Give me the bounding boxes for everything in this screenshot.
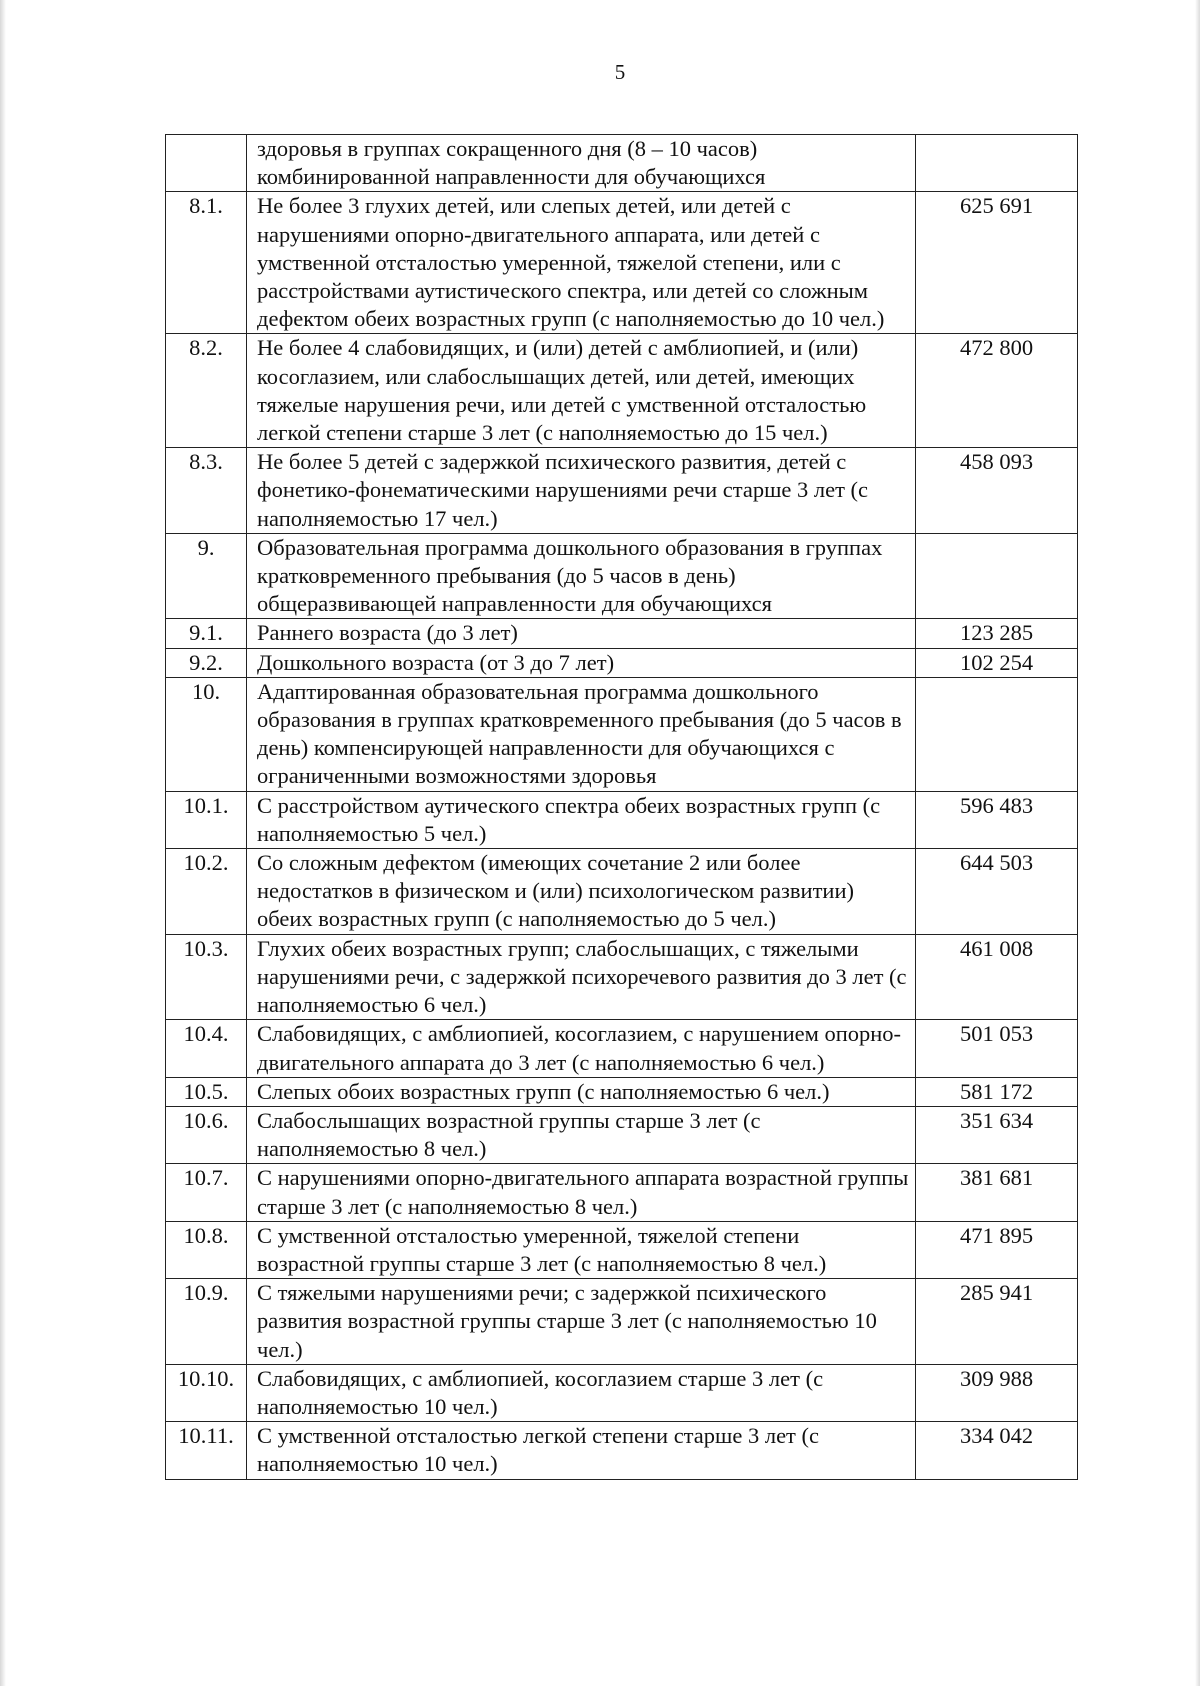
row-value: 471 895 xyxy=(916,1221,1078,1278)
row-description: Образовательная программа дошкольного образования в группах кратковременного пребывания (до 5 часов в день) общеразвивающей направленности для обучающихся xyxy=(247,533,916,619)
row-value: 458 093 xyxy=(916,448,1078,534)
row-value xyxy=(916,677,1078,791)
table-row xyxy=(166,677,1078,791)
row-value xyxy=(916,135,1078,192)
table-row xyxy=(166,1422,1078,1479)
table-row xyxy=(166,849,1078,935)
row-value: 461 008 xyxy=(916,934,1078,1020)
row-value: 102 254 xyxy=(916,648,1078,677)
row-description: Адаптированная образовательная программа дошкольного образования в группах кратковременного пребывания (до 5 часов в день) компенсирующей направленности для обучающихся с ограниченными возможностями здоровья xyxy=(247,677,916,791)
row-value: 596 483 xyxy=(916,791,1078,848)
row-number: 10.4. xyxy=(166,1020,247,1077)
row-value: 381 681 xyxy=(916,1164,1078,1221)
row-value: 644 503 xyxy=(916,849,1078,935)
table-row xyxy=(166,1106,1078,1163)
row-number: 8.1. xyxy=(166,192,247,334)
row-value: 309 988 xyxy=(916,1364,1078,1421)
row-description: С расстройством аутического спектра обеих возрастных групп (с наполняемостью 5 чел.) xyxy=(247,791,916,848)
row-number: 10.5. xyxy=(166,1077,247,1106)
row-number: 10.9. xyxy=(166,1279,247,1365)
row-number: 8.3. xyxy=(166,448,247,534)
row-description: Не более 5 детей с задержкой психического развития, детей с фонетико-фонематическими нарушениями речи старше 3 лет (с наполняемостью 17 чел.) xyxy=(247,448,916,534)
table-row xyxy=(166,1077,1078,1106)
table-row xyxy=(166,533,1078,619)
row-description: Раннего возраста (до 3 лет) xyxy=(247,619,916,648)
row-description: Слабовидящих, с амблиопией, косоглазием старше 3 лет (с наполняемостью 10 чел.) xyxy=(247,1364,916,1421)
row-description: С тяжелыми нарушениями речи; с задержкой психического развития возрастной группы старше 3 лет (с наполняемостью 10 чел.) xyxy=(247,1279,916,1365)
row-value: 501 053 xyxy=(916,1020,1078,1077)
table-row xyxy=(166,192,1078,334)
scan-right-edge xyxy=(1195,0,1200,1686)
row-number: 10.6. xyxy=(166,1106,247,1163)
row-number: 9.1. xyxy=(166,619,247,648)
table-row xyxy=(166,1020,1078,1077)
row-number: 9. xyxy=(166,533,247,619)
row-description: Слабовидящих, с амблиопией, косоглазием, с нарушением опорно-двигательного аппарата до 3 лет (с наполняемостью 6 чел.) xyxy=(247,1020,916,1077)
row-description: Со сложным дефектом (имеющих сочетание 2 или более недостатков в физическом и (или) психологическом развитии) обеих возрастных групп (с наполняемостью до 5 чел.) xyxy=(247,849,916,935)
table-row xyxy=(166,1364,1078,1421)
table-row xyxy=(166,448,1078,534)
row-number: 8.2. xyxy=(166,334,247,448)
row-number: 10.1. xyxy=(166,791,247,848)
table-row xyxy=(166,1279,1078,1365)
row-value: 472 800 xyxy=(916,334,1078,448)
row-value: 581 172 xyxy=(916,1077,1078,1106)
table-row xyxy=(166,135,1078,192)
row-number: 10.3. xyxy=(166,934,247,1020)
row-value: 123 285 xyxy=(916,619,1078,648)
row-value: 334 042 xyxy=(916,1422,1078,1479)
row-description: Не более 3 глухих детей, или слепых детей, или детей с нарушениями опорно-двигательного аппарата, или детей с умственной отсталостью умеренной, тяжелой степени, или с расстройствами аутистического спектра, или детей со сложным дефектом обеих возрастных групп (с наполняемостью до 10 чел.) xyxy=(247,192,916,334)
row-number: 10.2. xyxy=(166,849,247,935)
row-number: 10.7. xyxy=(166,1164,247,1221)
row-description: здоровья в группах сокращенного дня (8 – 10 часов) комбинированной направленности для обучающихся xyxy=(247,135,916,192)
row-description: С нарушениями опорно-двигательного аппарата возрастной группы старше 3 лет (с наполняемостью 8 чел.) xyxy=(247,1164,916,1221)
row-number: 10.8. xyxy=(166,1221,247,1278)
table-row xyxy=(166,1164,1078,1221)
row-value: 285 941 xyxy=(916,1279,1078,1365)
row-description: Дошкольного возраста (от 3 до 7 лет) xyxy=(247,648,916,677)
row-value xyxy=(916,533,1078,619)
table-row xyxy=(166,791,1078,848)
row-number: 9.2. xyxy=(166,648,247,677)
row-description: Не более 4 слабовидящих, и (или) детей с амблиопией, и (или) косоглазием, или слабослышащих детей, или детей, имеющих тяжелые нарушения речи, или детей с умственной отсталостью легкой степени старше 3 лет (с наполняемостью до 15 чел.) xyxy=(247,334,916,448)
row-number: 10.11. xyxy=(166,1422,247,1479)
row-description: С умственной отсталостью умеренной, тяжелой степени возрастной группы старше 3 лет (с наполняемостью 8 чел.) xyxy=(247,1221,916,1278)
row-description: Глухих обеих возрастных групп; слабослышащих, с тяжелыми нарушениями речи, с задержкой психоречевого развития до 3 лет (с наполняемостью 6 чел.) xyxy=(247,934,916,1020)
row-number: 10. xyxy=(166,677,247,791)
row-description: Слепых обоих возрастных групп (с наполняемостью 6 чел.) xyxy=(247,1077,916,1106)
row-description: Слабослышащих возрастной группы старше 3 лет (с наполняемостью 8 чел.) xyxy=(247,1106,916,1163)
table-row xyxy=(166,1221,1078,1278)
row-number xyxy=(166,135,247,192)
cost-table-body xyxy=(166,135,1078,1480)
scan-left-edge xyxy=(0,0,6,1686)
page-number: 5 xyxy=(614,60,626,84)
cost-table xyxy=(165,134,1078,1480)
row-description: С умственной отсталостью легкой степени старше 3 лет (с наполняемостью 10 чел.) xyxy=(247,1422,916,1479)
table-row xyxy=(166,334,1078,448)
table-row xyxy=(166,619,1078,648)
row-value: 351 634 xyxy=(916,1106,1078,1163)
row-number: 10.10. xyxy=(166,1364,247,1421)
table-row xyxy=(166,934,1078,1020)
table-row xyxy=(166,648,1078,677)
row-value: 625 691 xyxy=(916,192,1078,334)
